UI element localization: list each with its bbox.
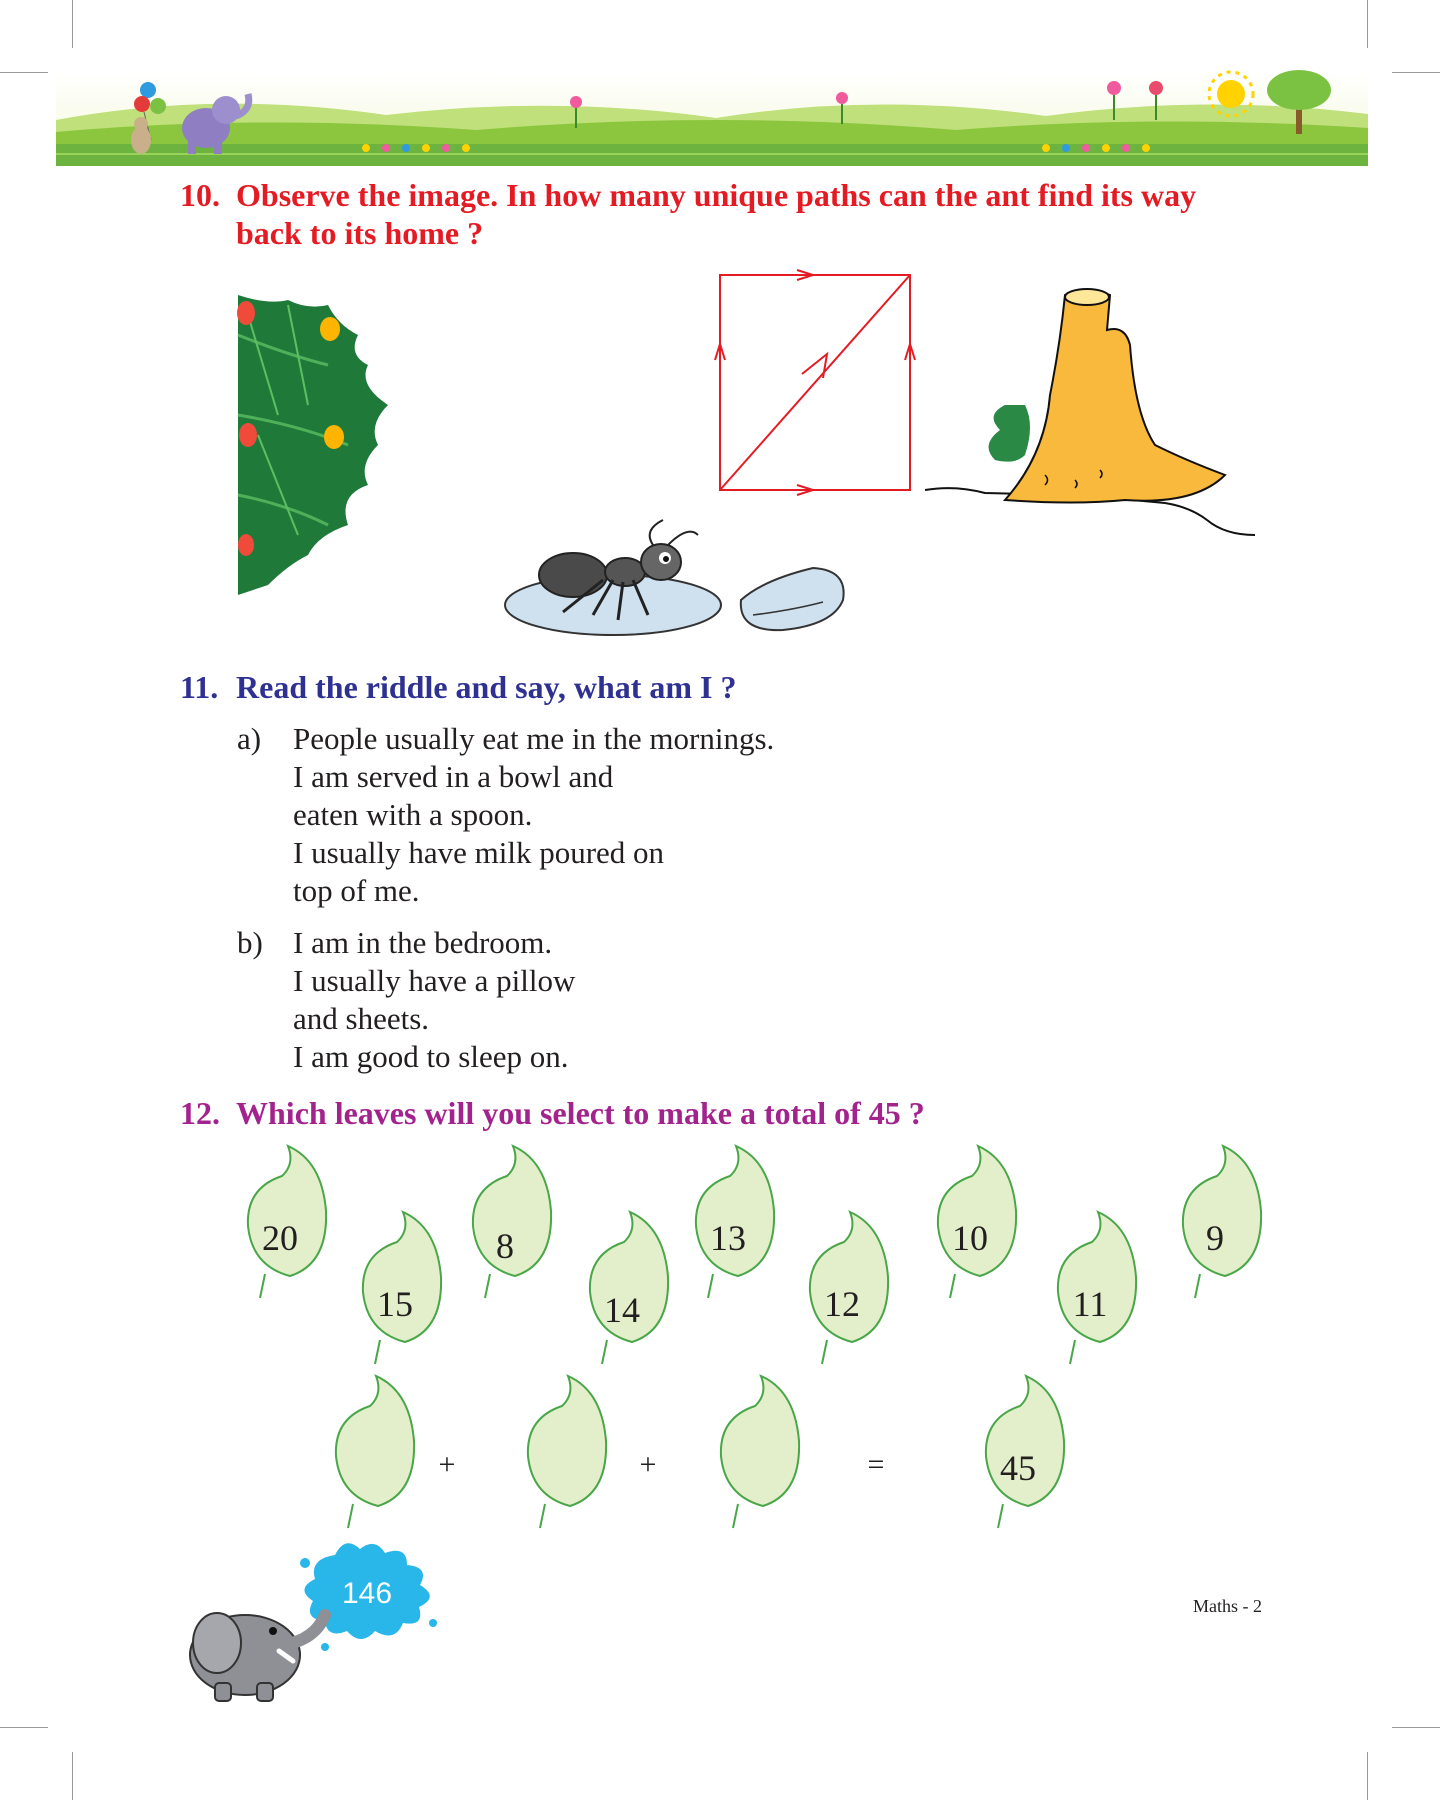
- answer-leaf-2[interactable]: [528, 1376, 606, 1528]
- question-number: 10.: [180, 177, 220, 213]
- question-text: Which leaves will you select to make a total of 45 ?: [236, 1095, 925, 1131]
- leaf-value: 12: [824, 1284, 860, 1324]
- leaf[interactable]: [1058, 1212, 1136, 1364]
- question-number: 12.: [180, 1095, 220, 1131]
- leaf-value: 15: [377, 1284, 413, 1324]
- leaf[interactable]: [590, 1212, 668, 1364]
- answer-leaf-3[interactable]: [721, 1376, 799, 1528]
- riddle-b: [237, 924, 937, 1084]
- crop-mark: [0, 72, 48, 73]
- riddle-a: [237, 720, 937, 920]
- leaf-value: 14: [604, 1290, 640, 1330]
- leaf[interactable]: [1183, 1146, 1261, 1298]
- total-leaf: [986, 1376, 1064, 1528]
- path-diagram: [715, 270, 915, 500]
- elephant-icon: [190, 1613, 325, 1701]
- page-number-mascot: [175, 1535, 455, 1705]
- question-number: 11.: [180, 669, 219, 705]
- crop-mark: [1392, 72, 1440, 73]
- ant-illustration: [503, 530, 853, 640]
- leaf[interactable]: [473, 1146, 551, 1298]
- ant-home-illustration: [925, 285, 1260, 545]
- leaf[interactable]: [696, 1146, 774, 1298]
- leaves-area: [0, 1130, 1440, 1550]
- leaf-value: 8: [496, 1226, 514, 1266]
- question-text-line-1: Observe the image. In how many unique paths can the ant find its way: [236, 177, 1197, 213]
- page-number: 146: [341, 1577, 393, 1610]
- riddle-label: b): [237, 925, 263, 960]
- total-value: 45: [1000, 1448, 1036, 1488]
- riddle-label: a): [237, 721, 262, 756]
- leaf[interactable]: [248, 1146, 326, 1298]
- question-text-line-2: back to its home ?: [236, 215, 484, 251]
- question-text: Read the riddle and say, what am I ?: [236, 669, 737, 705]
- equals-sign: =: [867, 1448, 885, 1481]
- plus-sign: +: [639, 1448, 657, 1481]
- crop-mark: [0, 1727, 48, 1728]
- leaf[interactable]: [363, 1212, 441, 1364]
- plus-sign: +: [438, 1448, 456, 1481]
- answer-leaf-1[interactable]: [336, 1376, 414, 1528]
- ant-abdomen: [539, 553, 607, 597]
- footer-subject: Maths - 2: [1193, 1596, 1262, 1616]
- crop-mark: [72, 0, 73, 48]
- leaf-value: 10: [952, 1218, 988, 1258]
- header-banner: [56, 70, 1368, 166]
- bush-illustration: [228, 295, 408, 595]
- leaf-value: 13: [710, 1218, 746, 1258]
- crop-mark: [1392, 1727, 1440, 1728]
- leaf-value: 20: [262, 1218, 298, 1258]
- leaf-value: 9: [1206, 1218, 1224, 1258]
- riddle-text: People usually eat me in the mornings. I am served in a bowl and eaten with a spoon. I usually have milk poured on top of me.: [293, 721, 775, 908]
- leaf-value: 11: [1072, 1284, 1108, 1324]
- riddle-text: I am in the bedroom. I usually have a pillow and sheets. I am good to sleep on.: [293, 925, 576, 1074]
- arrow-icon: [802, 354, 827, 378]
- crop-mark: [1367, 1752, 1368, 1800]
- leaf[interactable]: [938, 1146, 1016, 1298]
- crop-mark: [72, 1752, 73, 1800]
- crop-mark: [1367, 0, 1368, 48]
- leaf[interactable]: [810, 1212, 888, 1364]
